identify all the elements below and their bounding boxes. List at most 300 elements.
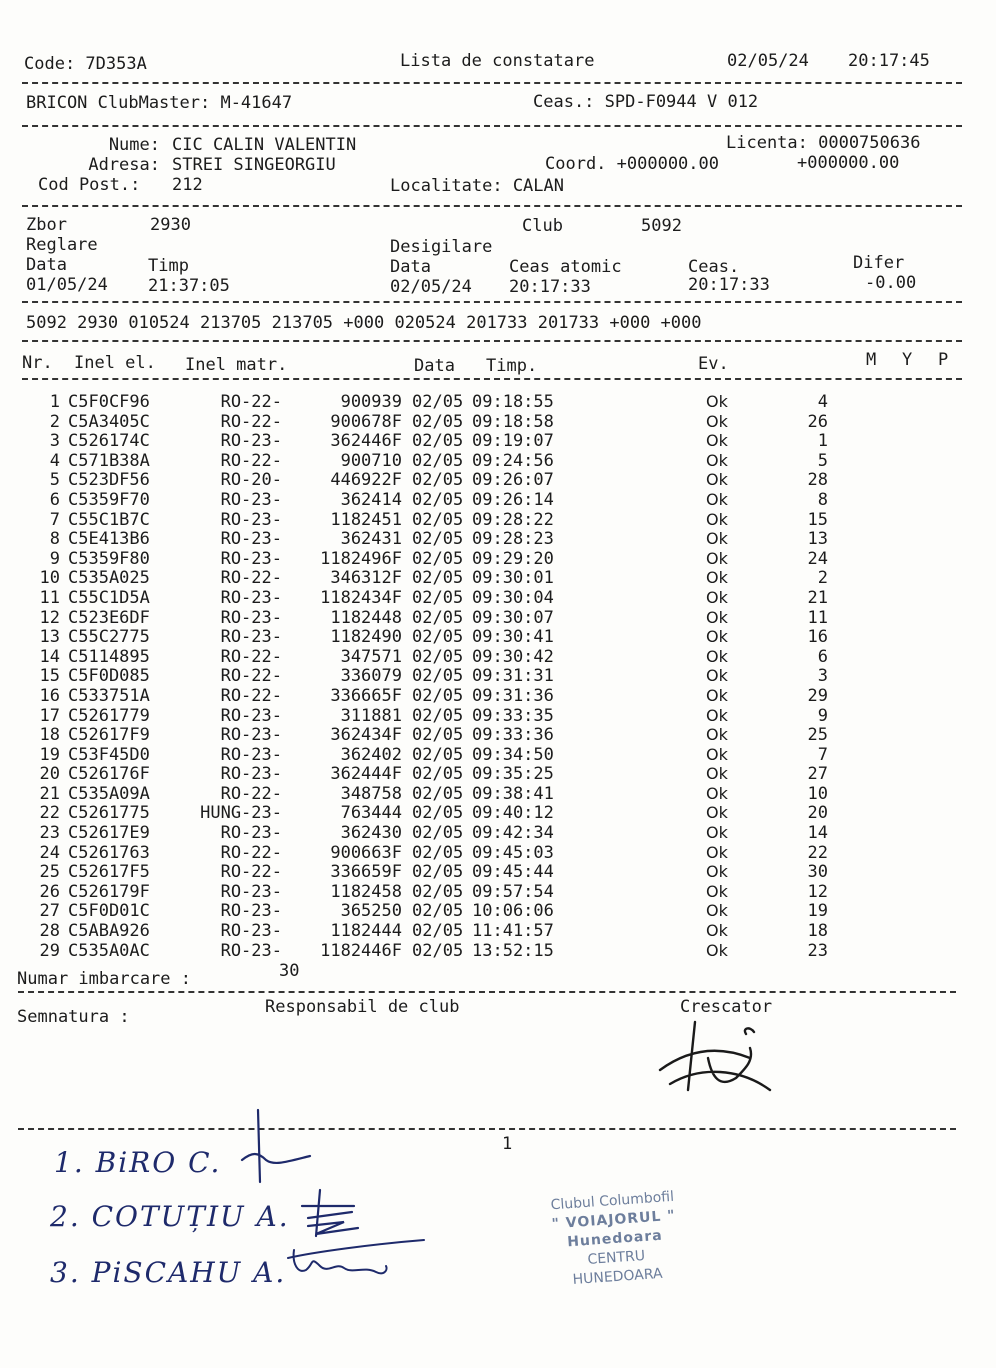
crescator-label: Crescator (680, 997, 773, 1017)
event-status: Ok (706, 783, 728, 803)
place-number: 8 (817, 489, 828, 510)
des-data-label: Data (390, 257, 431, 277)
arrival-time: 09:28:22 (472, 509, 554, 530)
table-row (0, 725, 996, 745)
ring-prefix: RO-22- (220, 783, 282, 804)
table-row (0, 412, 996, 432)
arrival-date: 02/05 (412, 489, 464, 510)
table-row (0, 745, 996, 765)
imbarcare-count: 30 (279, 961, 300, 981)
arrival-time: 09:40:12 (472, 803, 554, 824)
place-number: 13 (807, 529, 828, 550)
ring-prefix: RO-22- (220, 392, 282, 412)
arrival-time: 09:19:07 (472, 431, 554, 452)
row-number: 23 (39, 823, 60, 844)
divider (18, 991, 956, 993)
ring-prefix: RO-23- (220, 509, 282, 530)
row-number: 7 (49, 509, 60, 530)
event-status: Ok (706, 901, 728, 921)
reglare-label: Reglare (26, 235, 98, 255)
arrival-date: 02/05 (412, 725, 464, 746)
arrival-time: 10:06:06 (472, 901, 554, 922)
arrival-date: 02/05 (412, 587, 464, 608)
ring-electronic: C55C2775 (68, 627, 150, 648)
ring-prefix: RO-23- (220, 764, 282, 785)
signature-3 (284, 1236, 430, 1284)
arrival-date: 02/05 (412, 940, 464, 961)
ring-prefix: RO-22- (220, 450, 282, 471)
ring-electronic: C5F0CF96 (68, 392, 150, 412)
arrival-date: 02/05 (412, 627, 464, 648)
event-status: Ok (706, 803, 728, 823)
event-status: Ok (706, 431, 728, 451)
ring-electronic: C5261763 (68, 842, 150, 863)
arrival-time: 09:24:56 (472, 450, 554, 471)
ring-electronic: C535A025 (68, 568, 150, 589)
row-number: 10 (39, 568, 60, 589)
ring-number: 347571 (340, 646, 402, 667)
arrival-date: 02/05 (412, 823, 464, 844)
table-row (0, 823, 996, 843)
locality: Localitate: CALAN (390, 176, 564, 196)
flight-code-line: 5092 2930 010524 213705 213705 +000 020524 201733 201733 +000 +000 (26, 313, 702, 333)
desigilare-date: 02/05/24 (390, 277, 472, 297)
row-number: 4 (49, 450, 60, 471)
arrival-date: 02/05 (412, 744, 464, 765)
event-status: Ok (706, 705, 728, 725)
owner-address: STREI SINGEORGIU (172, 155, 336, 175)
arrival-time: 09:26:07 (472, 470, 554, 491)
table-row (0, 666, 996, 686)
ring-prefix: RO-23- (220, 744, 282, 765)
ring-number: 362434F (330, 725, 402, 746)
arrival-time: 09:57:54 (472, 881, 554, 902)
stamp-line-4: HUNEDOARA (572, 1265, 664, 1289)
event-status: Ok (706, 725, 728, 745)
arrival-date: 02/05 (412, 783, 464, 804)
arrival-time: 09:26:14 (472, 489, 554, 510)
ring-number: 1182496F (320, 548, 402, 569)
arrival-time: 09:31:36 (472, 685, 554, 706)
event-status: Ok (706, 744, 728, 764)
ring-prefix: RO-22- (220, 646, 282, 667)
col-ev: Ev. (698, 354, 729, 374)
club-number: 5092 (641, 216, 682, 236)
ring-number: 362414 (340, 489, 402, 510)
divider (18, 1128, 956, 1130)
table-row (0, 627, 996, 647)
event-status: Ok (706, 548, 728, 568)
clock-id: Ceas.: SPD-F0944 V 012 (533, 92, 759, 112)
document-title: Lista de constatare (400, 51, 595, 71)
table-row (0, 568, 996, 588)
document-code: Code: 7D353A (24, 54, 147, 74)
flight-number: 2930 (150, 215, 191, 235)
table-row (0, 392, 996, 412)
col-y: Y (902, 350, 913, 370)
place-number: 5 (817, 450, 828, 471)
ring-number: 336659F (330, 862, 402, 883)
row-number: 19 (39, 744, 60, 765)
arrival-date: 02/05 (412, 685, 464, 706)
ring-prefix: RO-23- (220, 431, 282, 452)
license: Licenta: 0000750636 (726, 133, 921, 153)
place-number: 26 (807, 411, 828, 432)
row-number: 28 (39, 921, 60, 942)
ring-number: 362446F (330, 431, 402, 452)
ring-electronic: C571B38A (68, 450, 150, 471)
ring-electronic: C526174C (68, 431, 150, 452)
row-number: 1 (49, 392, 60, 412)
nume-label: Nume: (108, 135, 160, 155)
responsabil-label: Responsabil de club (265, 997, 460, 1017)
arrival-date: 02/05 (412, 568, 464, 589)
ring-electronic: C53F45D0 (68, 744, 150, 765)
print-time: 20:17:45 (848, 51, 930, 71)
ring-electronic: C523DF56 (68, 470, 150, 491)
atomic-time: 20:17:33 (509, 277, 591, 297)
table-row (0, 588, 996, 608)
arrival-time: 13:52:15 (472, 940, 554, 961)
row-number: 25 (39, 862, 60, 883)
stamp-line-1: Clubul Columbofil (550, 1188, 675, 1214)
event-status: Ok (706, 842, 728, 862)
ring-number: 900710 (340, 450, 402, 471)
ring-number: 1182434F (320, 587, 402, 608)
arrival-time: 09:45:03 (472, 842, 554, 863)
place-number: 23 (807, 940, 828, 961)
place-number: 10 (807, 783, 828, 804)
clubmaster-id: BRICON ClubMaster: M-41647 (26, 93, 293, 113)
handwritten-name-1: 1. BiRO C. (54, 1146, 222, 1179)
ring-prefix: RO-22- (220, 862, 282, 883)
event-status: Ok (706, 823, 728, 843)
place-number: 2 (817, 568, 828, 589)
ring-prefix: RO-23- (220, 548, 282, 569)
table-row (0, 921, 996, 941)
ring-prefix: RO-22- (220, 842, 282, 863)
divider (22, 301, 962, 303)
place-number: 1 (817, 431, 828, 452)
table-row (0, 451, 996, 471)
table-row (0, 470, 996, 490)
arrival-time: 09:35:25 (472, 764, 554, 785)
row-number: 29 (39, 940, 60, 961)
ring-prefix: RO-23- (220, 489, 282, 510)
crescator-signature (650, 1018, 790, 1100)
ring-electronic: C535A09A (68, 783, 150, 804)
place-number: 21 (807, 587, 828, 608)
ring-electronic: C52617F9 (68, 725, 150, 746)
place-number: 11 (807, 607, 828, 628)
arrivals-table (0, 392, 996, 960)
arrival-date: 02/05 (412, 529, 464, 550)
event-status: Ok (706, 607, 728, 627)
ring-number: 362444F (330, 764, 402, 785)
stamp-line-2-text: " VOIAJORUL " Hunedoara (551, 1207, 677, 1251)
ring-electronic: C526179F (68, 881, 150, 902)
arrival-time: 09:30:04 (472, 587, 554, 608)
row-number: 18 (39, 725, 60, 746)
place-number: 4 (817, 392, 828, 412)
arrival-date: 02/05 (412, 666, 464, 687)
col-timp: Timp. (486, 356, 538, 376)
ring-number: 900663F (330, 842, 402, 863)
ring-electronic: C5261779 (68, 705, 150, 726)
ring-electronic: C5F0D01C (68, 901, 150, 922)
ring-electronic: C523E6DF (68, 607, 150, 628)
event-status: Ok (706, 568, 728, 588)
ring-prefix: RO-23- (220, 725, 282, 746)
place-number: 14 (807, 823, 828, 844)
arrival-time: 09:45:44 (472, 862, 554, 883)
reglare-date: 01/05/24 (26, 275, 108, 295)
arrival-time: 09:30:01 (472, 568, 554, 589)
table-row (0, 706, 996, 726)
coord-lon: +000000.00 (797, 153, 900, 173)
arrival-time: 09:38:41 (472, 783, 554, 804)
arrival-time: 09:18:58 (472, 411, 554, 432)
ring-electronic: C526176F (68, 764, 150, 785)
ring-number: 900678F (330, 411, 402, 432)
ring-number: 365250 (340, 901, 402, 922)
arrival-date: 02/05 (412, 470, 464, 491)
place-number: 15 (807, 509, 828, 530)
place-number: 9 (817, 705, 828, 726)
arrival-date: 02/05 (412, 607, 464, 628)
place-number: 25 (807, 725, 828, 746)
ring-number: 362430 (340, 823, 402, 844)
event-status: Ok (706, 940, 728, 960)
table-row (0, 843, 996, 863)
ring-number: 1182444 (330, 921, 402, 942)
row-number: 24 (39, 842, 60, 863)
place-number: 30 (807, 862, 828, 883)
row-number: 3 (49, 431, 60, 452)
arrival-time: 09:30:07 (472, 607, 554, 628)
ring-electronic: C52617F5 (68, 862, 150, 883)
row-number: 27 (39, 901, 60, 922)
ring-number: 1182490 (330, 627, 402, 648)
place-number: 22 (807, 842, 828, 863)
difer-label: Difer (853, 253, 905, 273)
table-row (0, 803, 996, 823)
atomic-label: Ceas atomic (509, 257, 622, 277)
table-row (0, 529, 996, 549)
col-inel-el: Inel el. (74, 353, 156, 373)
arrival-date: 02/05 (412, 509, 464, 530)
place-number: 27 (807, 764, 828, 785)
arrival-date: 02/05 (412, 842, 464, 863)
arrival-date: 02/05 (412, 862, 464, 883)
table-row (0, 647, 996, 667)
col-data: Data (414, 356, 455, 376)
event-status: Ok (706, 685, 728, 705)
ring-electronic: C533751A (68, 685, 150, 706)
ring-electronic: C5359F70 (68, 489, 150, 510)
ring-number: 763444 (340, 803, 402, 824)
arrival-date: 02/05 (412, 764, 464, 785)
difference: -0.00 (865, 273, 917, 293)
arrival-time: 09:28:23 (472, 529, 554, 550)
divider (22, 125, 962, 127)
arrival-time: 09:33:36 (472, 725, 554, 746)
row-number: 22 (39, 803, 60, 824)
row-number: 6 (49, 489, 60, 510)
event-status: Ok (706, 529, 728, 549)
ceas-label: Ceas. (688, 257, 740, 277)
arrival-date: 02/05 (412, 431, 464, 452)
event-status: Ok (706, 587, 728, 607)
ring-number: 311881 (340, 705, 402, 726)
place-number: 29 (807, 685, 828, 706)
ring-electronic: C5ABA926 (68, 921, 150, 942)
print-date: 02/05/24 (727, 51, 809, 71)
col-p: P (938, 350, 949, 370)
ring-prefix: RO-23- (220, 587, 282, 608)
table-row (0, 510, 996, 530)
table-row (0, 862, 996, 882)
stamp-line-3: CENTRU (586, 1247, 646, 1268)
owner-name: CIC CALIN VALENTIN (172, 135, 357, 155)
place-number: 7 (817, 744, 828, 765)
row-number: 11 (39, 587, 60, 608)
arrival-time: 09:34:50 (472, 744, 554, 765)
ring-prefix: RO-23- (220, 529, 282, 550)
ring-number: 346312F (330, 568, 402, 589)
reg-timp-label: Timp (148, 256, 189, 276)
col-m: M (866, 350, 877, 370)
reg-data-label: Data (26, 255, 67, 275)
coord-lat: Coord. +000000.00 (545, 154, 719, 174)
event-status: Ok (706, 489, 728, 509)
place-number: 24 (807, 548, 828, 569)
row-number: 5 (49, 470, 60, 491)
zbor-label: Zbor (26, 215, 67, 235)
row-number: 2 (49, 411, 60, 432)
ring-number: 1182446F (320, 940, 402, 961)
ring-electronic: C55C1D5A (68, 587, 150, 608)
ring-number: 336665F (330, 685, 402, 706)
event-status: Ok (706, 450, 728, 470)
divider (22, 205, 962, 207)
col-nr: Nr. (22, 353, 53, 373)
event-status: Ok (706, 392, 728, 411)
place-number: 18 (807, 921, 828, 942)
arrival-date: 02/05 (412, 921, 464, 942)
ring-prefix: RO-22- (220, 411, 282, 432)
place-number: 3 (817, 666, 828, 687)
row-number: 21 (39, 783, 60, 804)
ring-prefix: RO-23- (220, 607, 282, 628)
table-row (0, 549, 996, 569)
col-inel-matr: Inel matr. (185, 355, 288, 375)
place-number: 12 (807, 881, 828, 902)
place-number: 16 (807, 627, 828, 648)
ring-number: 900939 (340, 392, 402, 412)
page-number: 1 (502, 1134, 513, 1154)
reglare-time: 21:37:05 (148, 276, 230, 296)
ring-prefix: RO-20- (220, 470, 282, 491)
place-number: 28 (807, 470, 828, 491)
ring-electronic: C55C1B7C (68, 509, 150, 530)
ring-prefix: RO-22- (220, 685, 282, 706)
desigilare-label: Desigilare (390, 237, 493, 257)
ring-prefix: RO-23- (220, 627, 282, 648)
table-row (0, 941, 996, 961)
row-number: 17 (39, 705, 60, 726)
divider (22, 82, 962, 84)
arrival-date: 02/05 (412, 901, 464, 922)
event-status: Ok (706, 921, 728, 941)
row-number: 20 (39, 764, 60, 785)
handwritten-name-3: 3. PiSCAHU A. (50, 1256, 287, 1289)
row-number: 15 (39, 666, 60, 687)
arrival-time: 09:30:41 (472, 627, 554, 648)
ring-prefix: HUNG-23- (200, 803, 282, 824)
handwritten-name-2: 2. COTUȚIU A. (50, 1200, 290, 1233)
ring-prefix: RO-23- (220, 881, 282, 902)
row-number: 12 (39, 607, 60, 628)
ring-number: 362431 (340, 529, 402, 550)
table-row (0, 882, 996, 902)
event-status: Ok (706, 862, 728, 882)
table-row (0, 431, 996, 451)
ring-number: 348758 (340, 783, 402, 804)
ring-number: 336079 (340, 666, 402, 687)
event-status: Ok (706, 881, 728, 901)
ring-prefix: RO-22- (220, 568, 282, 589)
event-status: Ok (706, 646, 728, 666)
divider (22, 340, 962, 342)
table-row (0, 764, 996, 784)
ring-electronic: C5A3405C (68, 411, 150, 432)
signature-2 (296, 1188, 366, 1240)
ring-prefix: RO-23- (220, 823, 282, 844)
codpost-label: Cod Post.: (38, 175, 141, 195)
signature-1 (236, 1108, 326, 1186)
event-status: Ok (706, 509, 728, 529)
row-number: 13 (39, 627, 60, 648)
arrival-date: 02/05 (412, 392, 464, 412)
event-status: Ok (706, 666, 728, 686)
arrival-date: 02/05 (412, 881, 464, 902)
row-number: 26 (39, 881, 60, 902)
arrival-time: 09:31:31 (472, 666, 554, 687)
arrival-date: 02/05 (412, 548, 464, 569)
ring-number: 1182458 (330, 881, 402, 902)
ring-number: 446922F (330, 470, 402, 491)
arrival-time: 09:29:20 (472, 548, 554, 569)
table-row (0, 686, 996, 706)
row-number: 14 (39, 646, 60, 667)
arrival-date: 02/05 (412, 450, 464, 471)
row-number: 16 (39, 685, 60, 706)
ring-number: 1182451 (330, 509, 402, 530)
ring-prefix: RO-23- (220, 705, 282, 726)
ring-prefix: RO-23- (220, 940, 282, 961)
club-label: Club (522, 216, 563, 236)
event-status: Ok (706, 627, 728, 647)
arrival-date: 02/05 (412, 411, 464, 432)
table-row (0, 608, 996, 628)
table-row (0, 490, 996, 510)
arrival-time: 09:18:55 (472, 392, 554, 412)
row-number: 9 (49, 548, 60, 569)
arrival-time: 09:33:35 (472, 705, 554, 726)
table-row (0, 901, 996, 921)
ring-prefix: RO-22- (220, 666, 282, 687)
